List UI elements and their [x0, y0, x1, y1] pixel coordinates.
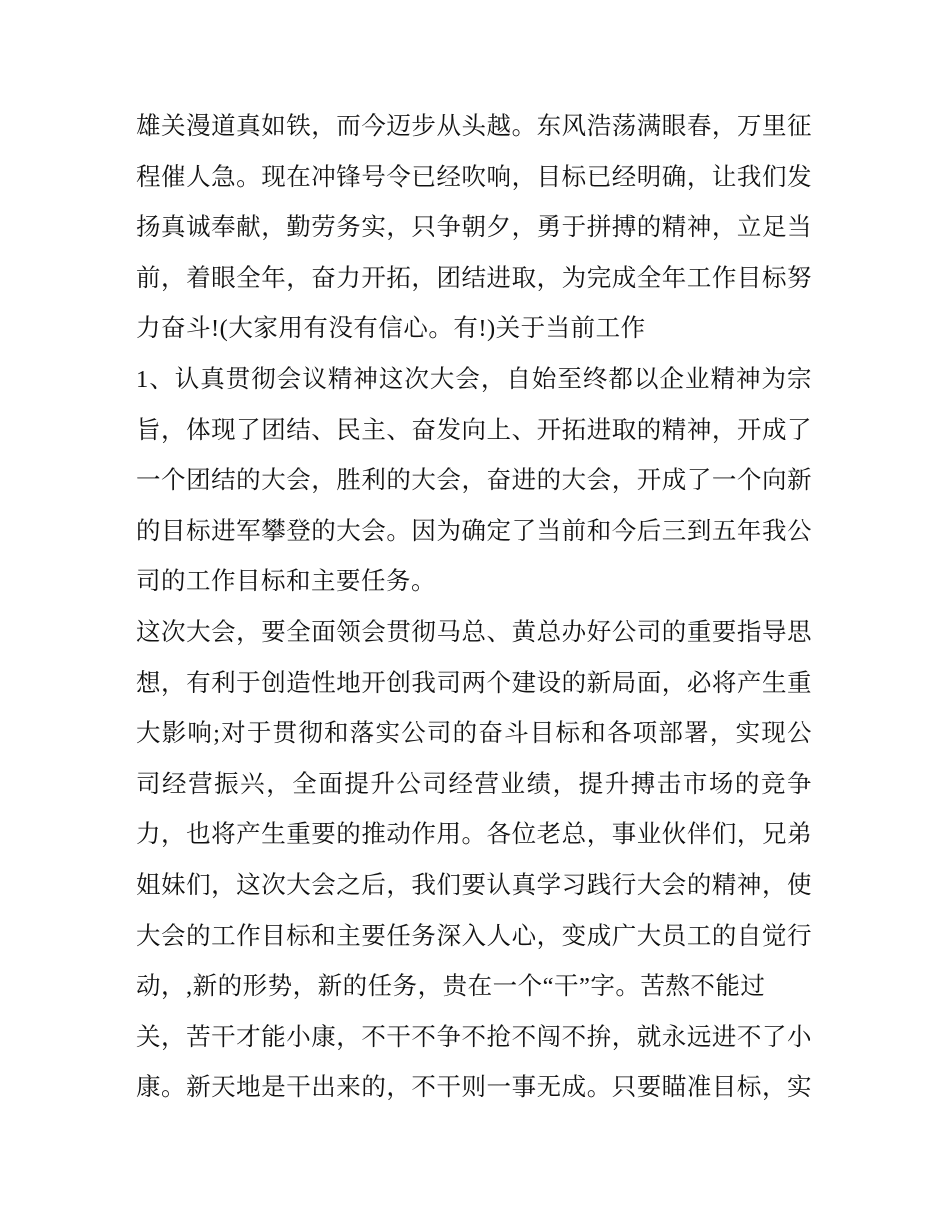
text-line: 力奋斗!(大家用有没有信心。有!)关于当前工作 — [136, 315, 646, 343]
text-line: 1、认真贯彻会议精神这次大会，自始至终都以企业精神为宗 — [136, 365, 812, 393]
text-line: 一个团结的大会，胜利的大会，奋进的大会，开成了一个向新 — [136, 467, 812, 495]
text-line: 力，也将产生重要的推动作用。各位老总，事业伙伴们，兄弟 — [136, 821, 812, 849]
paragraph-3 — [136, 608, 812, 1114]
text-line: 前，着眼全年，奋力开拓，团结进取，为完成全年工作目标努 — [136, 264, 812, 292]
text-line: 的目标进军攀登的大会。因为确定了当前和今后三到五年我公 — [136, 517, 812, 545]
text-line: 程催人急。现在冲锋号令已经吹响，目标已经明确，让我们发 — [136, 163, 812, 191]
text-line: 关，苦干才能小康，不干不争不抢不闯不拚，就永远进不了小 — [136, 1023, 812, 1051]
text-line: 扬真诚奉献，勤劳务实，只争朝夕，勇于拼搏的精神，立足当 — [136, 214, 812, 242]
text-line: 这次大会，要全面领会贯彻马总、黄总办好公司的重要指导思 — [136, 618, 812, 646]
text-line: 动，,新的形势，新的任务，贵在一个“干”字。苦熬不能过 — [136, 973, 766, 1001]
text-line: 旨，体现了团结、民主、奋发向上、开拓进取的精神，开成了 — [136, 416, 812, 444]
text-line: 大影响;对于贯彻和落实公司的奋斗目标和各项部署，实现公 — [136, 720, 812, 748]
text-line: 康。新天地是干出来的，不干则一事无成。只要瞄准目标，实 — [136, 1074, 812, 1102]
text-line: 大会的工作目标和主要任务深入人心，变成广大员工的自觉行 — [136, 922, 812, 950]
text-block — [136, 102, 812, 1114]
paragraph-1 — [136, 102, 812, 355]
text-line: 姐妹们，这次大会之后，我们要认真学习践行大会的精神，使 — [136, 871, 812, 899]
paragraph-2 — [136, 355, 812, 608]
text-line: 雄关漫道真如铁，而今迈步从头越。东风浩荡满眼春，万里征 — [136, 113, 812, 140]
text-line: 司经营振兴，全面提升公司经营业绩，提升搏击市场的竞争 — [136, 770, 812, 798]
text-line: 想，有利于创造性地开创我司两个建设的新局面，必将产生重 — [136, 669, 812, 697]
text-line: 司的工作目标和主要任务。 — [136, 568, 436, 596]
